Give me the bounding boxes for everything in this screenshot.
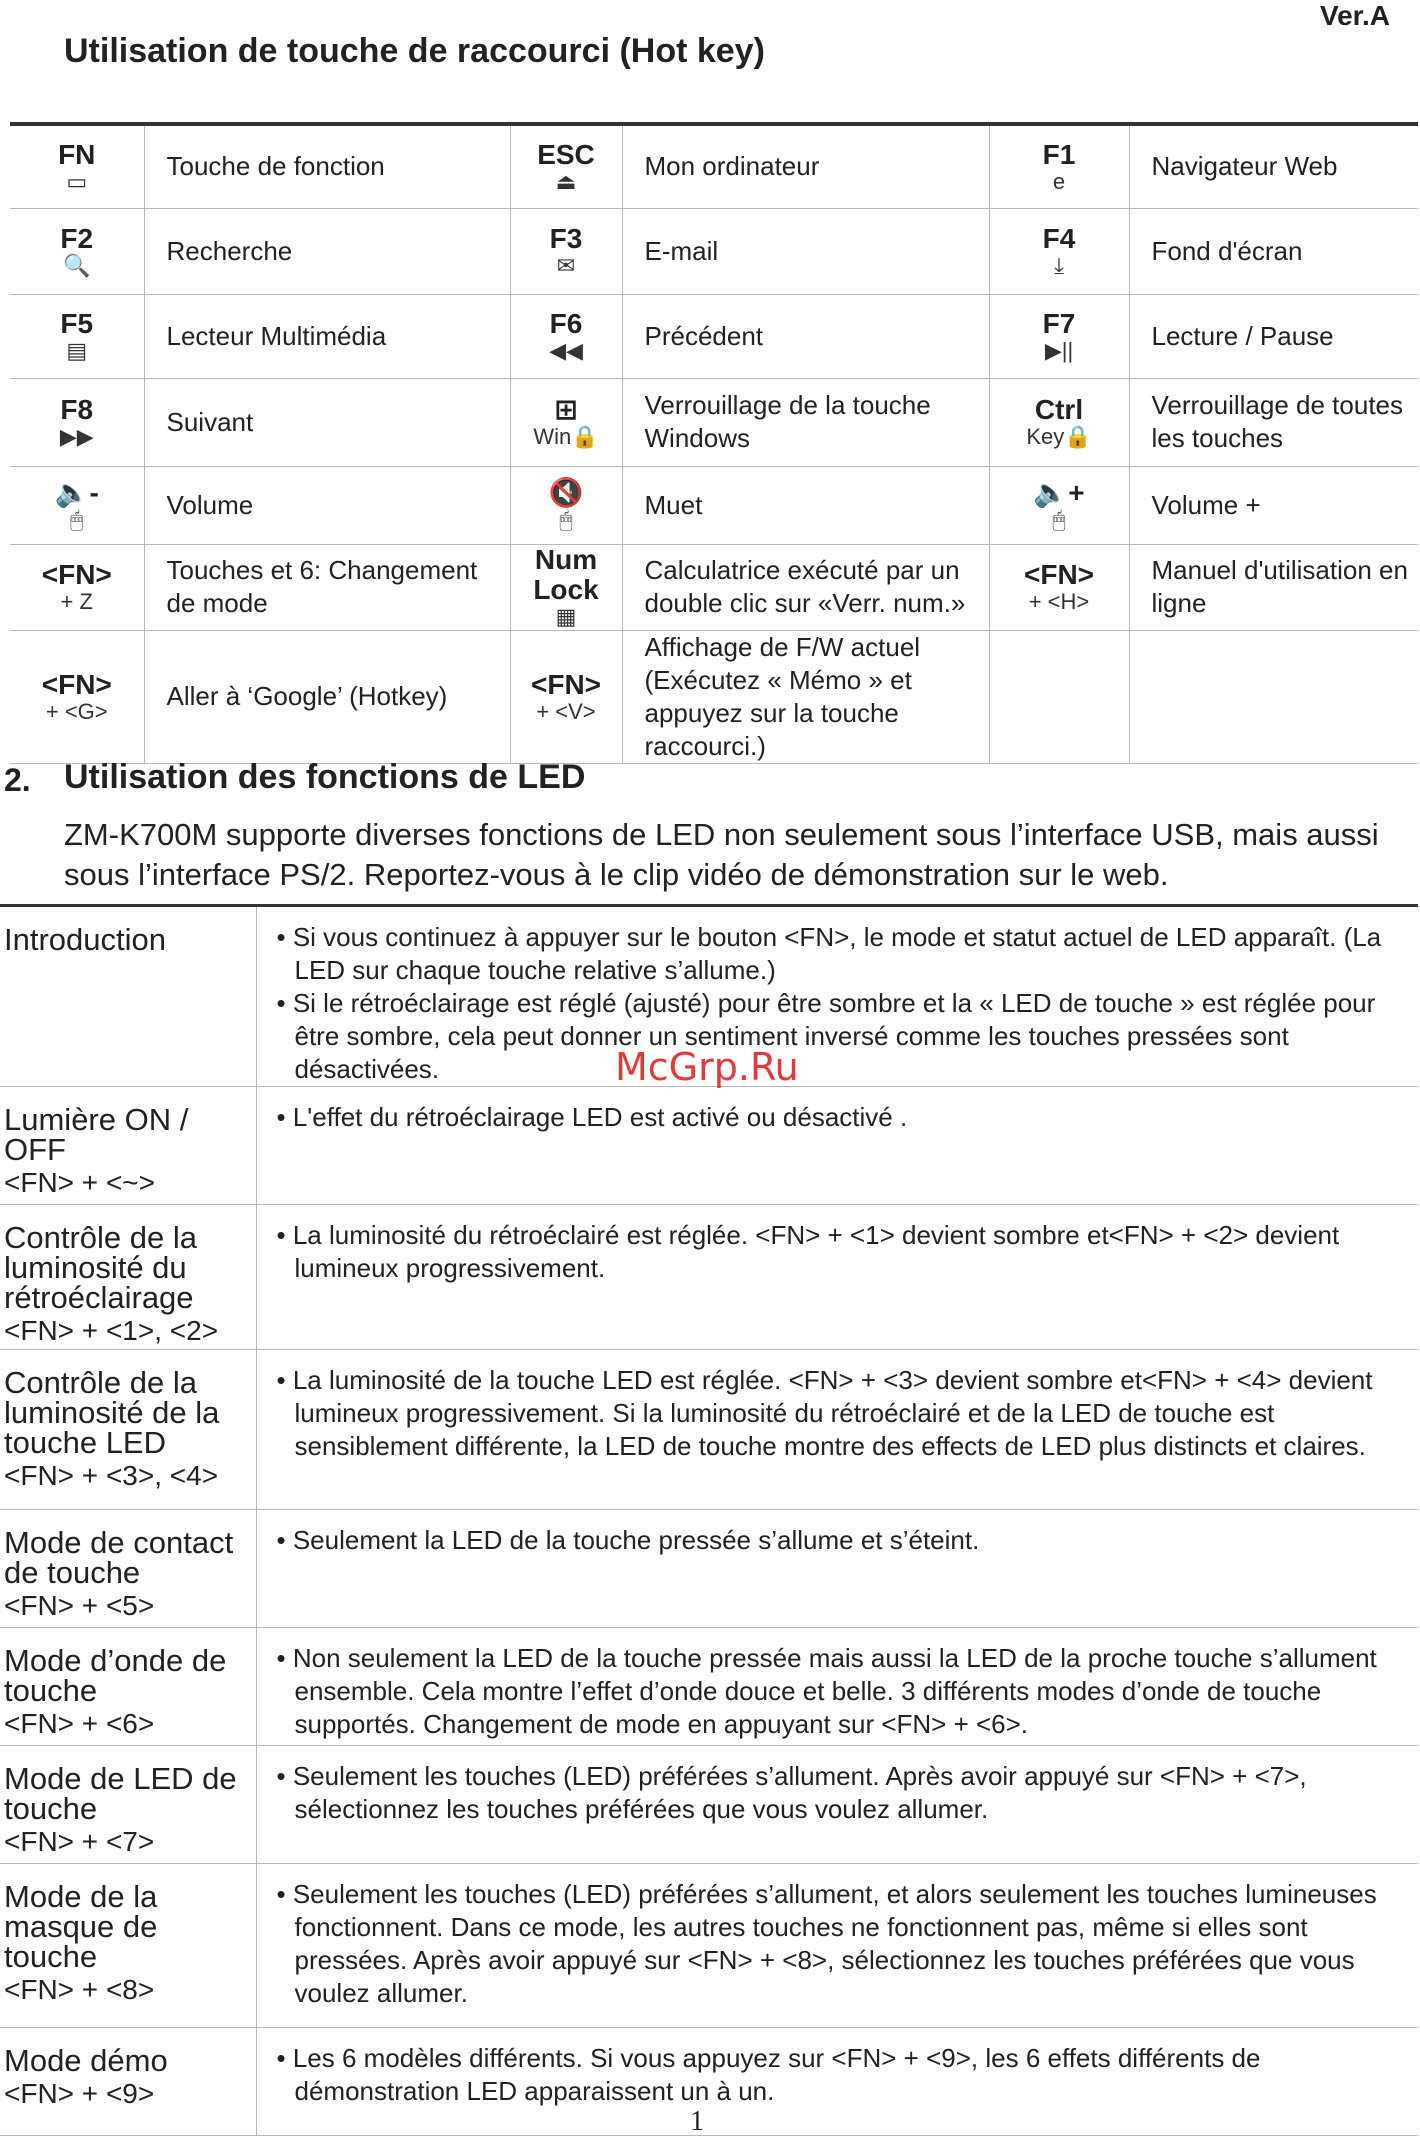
led-mode-description	[256, 1510, 1418, 1628]
hotkey-row	[10, 630, 1418, 763]
hotkey-key-icon: 🖱	[70, 507, 84, 532]
hotkey-description: Volume +	[1129, 466, 1418, 544]
hotkey-key-cell	[989, 466, 1129, 544]
led-row	[0, 1205, 1418, 1350]
description-line: • L'effet du rétroéclairage LED est activé ou désactivé .	[276, 1102, 908, 1132]
hotkey-key-cell	[510, 294, 622, 378]
hotkey-key-label: F7	[1042, 308, 1076, 339]
hotkey-key-label: 🔇	[548, 477, 584, 508]
hotkey-description: Mon ordinateur	[622, 124, 989, 208]
led-mode-cell	[0, 1087, 256, 1205]
hotkey-row	[10, 544, 1418, 630]
hotkey-description: Suivant	[144, 378, 510, 466]
hotkey-key-cell	[989, 294, 1129, 378]
description-line: • Les 6 modèles différents. Si vous appuyez sur <FN> + <9>, les 6 effets différents de démonstration LED apparaissent un à un.	[276, 2043, 1261, 2106]
led-mode-cell	[0, 2028, 256, 2136]
hotkey-description: Volume	[144, 466, 510, 544]
description-line: • La luminosité du rétroéclairé est réglée. <FN> + <1> devient sombre et<FN> + <2> devient lumineux progressivement.	[276, 1220, 1340, 1283]
hotkey-key-label: ⊞	[554, 394, 578, 425]
hotkey-key-icon: Key🔒	[1026, 424, 1092, 449]
hotkey-table	[10, 122, 1418, 764]
led-mode-description	[256, 1746, 1418, 1864]
led-mode-cell	[0, 906, 256, 1087]
led-mode-description	[256, 1087, 1418, 1205]
hotkey-key-cell	[989, 208, 1129, 294]
hotkey-key-label: F3	[549, 223, 583, 254]
led-row	[0, 1864, 1418, 2028]
led-mode-cell	[0, 1350, 256, 1510]
led-mode-cell	[0, 1746, 256, 1864]
hotkey-key-label: F4	[1042, 223, 1076, 254]
hotkey-key-label: ESC	[537, 138, 595, 170]
led-mode-description	[256, 1205, 1418, 1350]
hotkey-description: Aller à ‘Google’ (Hotkey)	[144, 630, 510, 763]
hotkey-description: Affichage de F/W actuel (Exécutez « Mémo » et appuyez sur la touche raccourci.)	[622, 630, 989, 763]
hotkey-description: Recherche	[144, 208, 510, 294]
led-mode-description	[256, 906, 1418, 1087]
hotkey-key-icon: ▶▶	[59, 424, 94, 449]
version-label: Ver.A	[1319, 0, 1390, 31]
led-mode-shortcut: <FN> + <3>, <4>	[4, 1460, 219, 1491]
description-line: • Seulement les touches (LED) préférées s’allument, et alors seulement les touches lumineuses fonctionnent. Dans ce mode, les autres touches ne fonctionnent pas, même si elles sont pressées. Après avoir appuyé sur <FN> + <8>, sélectionnez les touches préférées que vous voulez allumer.	[276, 1879, 1377, 2008]
led-row	[0, 1087, 1418, 1205]
led-row	[0, 1510, 1418, 1628]
hotkey-key-cell	[10, 124, 144, 208]
hotkey-key-label: F5	[60, 308, 94, 339]
hotkey-key-icon: ▶||	[1044, 338, 1074, 363]
hotkey-key-label: 🔈-	[54, 477, 99, 508]
led-mode-shortcut: <FN> + <7>	[4, 1826, 155, 1857]
led-mode-cell	[0, 1864, 256, 2028]
hotkey-description: Lecture / Pause	[1129, 294, 1418, 378]
hotkey-section-title: Utilisation de touche de raccourci (Hot key)	[64, 32, 765, 70]
hotkey-key-label: <FN>	[530, 668, 602, 700]
hotkey-key-icon: + <G>	[45, 698, 108, 724]
hotkey-key-label: <FN>	[41, 668, 112, 700]
hotkey-key-icon: + <V>	[536, 698, 596, 724]
hotkey-key-cell	[10, 208, 144, 294]
hotkey-key-cell	[510, 630, 622, 763]
led-mode-cell	[0, 1628, 256, 1746]
hotkey-description: Calculatrice exécuté par un double clic sur «Verr. num.»	[622, 544, 989, 630]
section-number: 2.	[4, 762, 31, 798]
hotkey-description: Touche de fonction	[144, 124, 510, 208]
hotkey-key-icon: + <H>	[1028, 589, 1090, 614]
hotkey-key-cell	[989, 544, 1129, 630]
hotkey-key-cell	[10, 466, 144, 544]
hotkey-key-icon: e	[1052, 168, 1066, 194]
hotkey-key-label: Num Lock	[533, 544, 599, 605]
hotkey-key-cell	[510, 208, 622, 294]
led-mode-description	[256, 1864, 1418, 2028]
hotkey-key-cell	[510, 466, 622, 544]
led-mode-shortcut: <FN> + <1>, <2>	[4, 1315, 219, 1346]
hotkey-description: E-mail	[622, 208, 989, 294]
hotkey-key-cell	[10, 630, 144, 763]
description-line: • Si le rétroéclairage est réglé (ajusté) pour être sombre et la « LED de touche » est réglée pour être sombre, cela peut donner un sentiment inversé comme les touches pressées sont désactivées.	[276, 988, 1376, 1084]
led-mode-shortcut: <FN> + <8>	[4, 1974, 155, 2005]
hotkey-key-icon: 🖱	[1052, 507, 1066, 532]
watermark: McGrp.Ru	[615, 1045, 799, 1089]
led-mode-shortcut: <FN> + <6>	[4, 1708, 155, 1739]
led-mode-shortcut: <FN> + <~>	[4, 1167, 155, 1198]
hotkey-row	[10, 208, 1418, 294]
description-line: • Si vous continuez à appuyer sur le bouton <FN>, le mode et statut actuel de LED apparaît. (La LED sur chaque touche relative s’allume.)	[276, 922, 1382, 985]
hotkey-description: Manuel d'utilisation en ligne	[1129, 544, 1418, 630]
led-mode-name: Contrôle de la luminosité de la touche LED	[4, 1365, 220, 1460]
hotkey-description: Verrouillage de toutes les touches	[1129, 378, 1418, 466]
hotkey-key-label: F8	[60, 394, 94, 425]
hotkey-key-label: Ctrl	[1034, 394, 1084, 425]
hotkey-row	[10, 294, 1418, 378]
hotkey-key-label: F1	[1042, 138, 1076, 170]
hotkey-key-label: <FN>	[41, 559, 112, 590]
led-row	[0, 1350, 1418, 1510]
hotkey-key-icon: ◀◀	[549, 338, 583, 363]
hotkey-key-cell	[510, 544, 622, 630]
hotkey-description: Fond d'écran	[1129, 208, 1418, 294]
hotkey-description: Muet	[622, 466, 989, 544]
hotkey-row	[10, 466, 1418, 544]
hotkey-key-label: F2	[60, 223, 94, 254]
hotkey-description: Verrouillage de la touche Windows	[622, 378, 989, 466]
hotkey-description: Touches et 6: Changement de mode	[144, 544, 510, 630]
hotkey-key-cell	[989, 378, 1129, 466]
description-line: • Seulement les touches (LED) préférées s’allument. Après avoir appuyé sur <FN> + <7>, sélectionnez les touches préférées que vous voulez allumer.	[276, 1761, 1307, 1824]
description-line: • Non seulement la LED de la touche pressée mais aussi la LED de la proche touche s’allument ensemble. Cela montre l’effet d’onde douce et belle. 3 différents modes d’onde de touche supportés. Changement de mode en appuyant sur <FN> + <6>.	[276, 1643, 1377, 1739]
hotkey-key-icon: 🔍	[63, 253, 91, 278]
hotkey-key-cell	[989, 124, 1129, 208]
led-mode-description	[256, 2028, 1418, 2136]
hotkey-key-label: 🔈+	[1033, 477, 1085, 508]
led-mode-name: Mode d’onde de touche	[4, 1643, 227, 1708]
led-mode-cell	[0, 1510, 256, 1628]
hotkey-row	[10, 124, 1418, 208]
hotkey-key-icon: ⤓	[1054, 253, 1064, 278]
hotkey-key-icon: ▦	[555, 604, 577, 629]
led-mode-cell	[0, 1205, 256, 1350]
hotkey-key-cell	[510, 124, 622, 208]
led-mode-name: Mode de LED de touche	[4, 1761, 237, 1826]
led-mode-name: Mode de la masque de touche	[4, 1879, 158, 1974]
led-mode-name: Lumière ON / OFF	[4, 1102, 189, 1167]
led-row	[0, 2028, 1418, 2136]
led-mode-name: Mode de contact de touche	[4, 1525, 234, 1590]
led-row	[0, 1746, 1418, 1864]
led-row	[0, 1628, 1418, 1746]
hotkey-key-cell	[989, 630, 1129, 763]
hotkey-key-icon: 🖱	[559, 507, 573, 532]
led-mode-name: Contrôle de la luminosité du rétroéclairage	[4, 1220, 198, 1315]
led-intro-text: ZM-K700M supporte diverses fonctions de LED non seulement sous l’interface USB, mais aussi sous l’interface PS/2. Reportez-vous à le clip vidéo de démonstration sur le web.	[64, 817, 1379, 892]
hotkey-key-icon: Win🔒	[533, 424, 599, 449]
led-section-title: Utilisation des fonctions de LED	[64, 758, 586, 796]
hotkey-key-icon: ▭	[66, 168, 88, 194]
led-mode-name: Introduction	[4, 922, 166, 957]
page-number: 1	[690, 2106, 704, 2137]
hotkey-key-label: F6	[549, 308, 583, 339]
hotkey-description: Lecteur Multimédia	[144, 294, 510, 378]
description-line: • Seulement la LED de la touche pressée s’allume et s’éteint.	[276, 1525, 980, 1555]
hotkey-description: Précédent	[622, 294, 989, 378]
hotkey-key-label: FN	[58, 138, 96, 170]
led-mode-shortcut: <FN> + <9>	[4, 2078, 155, 2109]
hotkey-key-cell	[10, 378, 144, 466]
led-mode-shortcut: <FN> + <5>	[4, 1590, 155, 1621]
hotkey-row	[10, 378, 1418, 466]
led-mode-name: Mode démo	[4, 2043, 168, 2078]
hotkey-key-label: <FN>	[1023, 559, 1095, 590]
hotkey-key-icon: ⏏	[555, 168, 577, 194]
led-mode-description	[256, 1350, 1418, 1510]
hotkey-key-icon: + Z	[60, 589, 93, 614]
hotkey-key-icon: ▤	[66, 338, 88, 363]
hotkey-key-cell	[10, 544, 144, 630]
hotkey-description	[1129, 630, 1418, 763]
led-mode-description	[256, 1628, 1418, 1746]
hotkey-key-icon: ✉	[556, 253, 576, 278]
description-line: • La luminosité de la touche LED est réglée. <FN> + <3> devient sombre et<FN> + <4> devient lumineux progressivement. Si la luminosité du rétroéclairé et de la LED de touche est sensiblement différente, la LED de touche montre des effects de LED plus distincts et claires.	[276, 1365, 1373, 1461]
hotkey-description: Navigateur Web	[1129, 124, 1418, 208]
hotkey-key-cell	[510, 378, 622, 466]
hotkey-key-cell	[10, 294, 144, 378]
